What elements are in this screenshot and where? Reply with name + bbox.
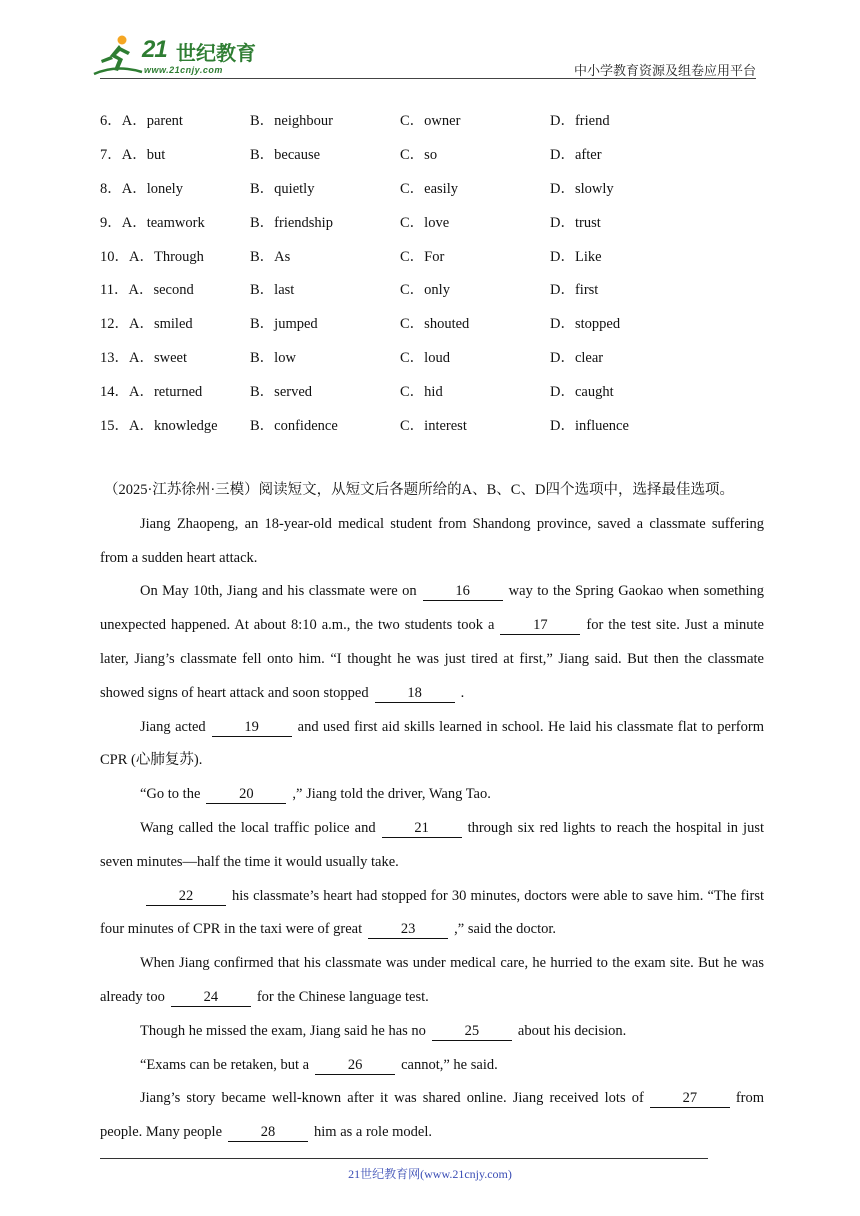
option-row [100,340,770,374]
option-row [100,238,770,272]
paragraph: On May 10th, Jiang and his classmate were on 16 way to the Spring Gaokao when something unexpected happened. At about 8:10 a.m., the two students took a 17 for the test site. Just a minute later, Jiang’s classmate fell onto him. “I thought he was just tired at first,” Jiang said. But then the classmate showed signs of heart attack and soon stopped 18 . [100,583,764,701]
blank-28: 28 [228,1123,308,1142]
option-row [100,306,770,340]
option-d: D．trust [550,214,601,231]
option-a: 12．A．smiled [100,316,193,333]
option-d: D．Like [550,248,602,265]
option-c: C．only [400,282,450,299]
option-row [100,407,770,441]
option-b: B．confidence [250,417,338,434]
option-c: C．interest [400,417,467,434]
option-a: 10．A．Through [100,248,204,265]
footer-divider [100,1158,708,1159]
options-list [100,103,770,441]
option-d: D．clear [550,349,604,366]
option-c: C．easily [400,180,458,197]
option-b: B．low [250,349,296,366]
blank-26: 26 [315,1056,395,1075]
blank-27: 27 [650,1089,730,1108]
option-a: 9．A．teamwork [100,214,205,231]
option-a: 15．A．knowledge [100,417,218,434]
option-row [100,103,770,137]
option-b: B．As [250,248,291,265]
option-a: 11．A．second [100,282,194,299]
paragraph: Though he missed the exam, Jiang said he has no 25 about his decision. [140,1022,627,1039]
blank-20: 20 [206,785,286,804]
option-d: D．first [550,282,599,299]
paragraph: Jiang Zhaopeng, an 18-year-old medical student from Shandong province, saved a classmate suffering from a sudden heart attack. [100,515,764,566]
blank-16: 16 [423,582,503,601]
logo-number: 21 [142,36,167,63]
blank-24: 24 [171,988,251,1007]
paragraph: Jiang’s story became well-known after it was shared online. Jiang received lots of 27 from people. Many people 28 him as a role model. [100,1090,764,1141]
header-tagline: 中小学教育资源及组卷应用平台 [573,63,756,78]
footer-link[interactable]: 21世纪教育网(www.21cnjy.com) [348,1167,512,1181]
blank-19: 19 [212,718,292,737]
option-row [100,373,770,407]
blank-17: 17 [500,616,580,635]
option-b: B．last [250,282,295,299]
option-d: D．friend [550,113,610,130]
option-a: 13．A．sweet [100,349,187,366]
option-row [100,204,770,238]
option-b: B．quietly [250,180,315,197]
paragraph: “Exams can be retaken, but a 26 cannot,” he said. [140,1056,498,1073]
paragraph: Wang called the local traffic police and 21 through six red lights to reach the hospital in just seven minutes—half the time it would usually take. [100,819,764,870]
option-b: B．neighbour [250,113,333,130]
paragraph: 22 his classmate’s heart had stopped for 30 minutes, doctors were able to save him. “The first four minutes of CPR in the taxi were of great 23 ,” said the doctor. [100,887,764,938]
option-a: 7．A．but [100,147,166,164]
option-c: C．loud [400,349,450,366]
option-d: D．stopped [550,316,621,333]
blank-18: 18 [375,684,455,703]
option-d: D．slowly [550,180,614,197]
paragraph: Jiang acted 19 and used first aid skills learned in school. He laid his classmate flat to perform CPR (心肺复苏). [100,718,764,769]
option-b: B．friendship [250,214,333,231]
option-row [100,272,770,306]
option-a: 8．A．lonely [100,180,183,197]
option-a: 6．A．parent [100,113,183,130]
option-c: C．love [400,214,450,231]
option-c: C．so [400,147,438,164]
option-c: C．For [400,248,445,265]
option-c: C．hid [400,383,443,400]
option-d: D．influence [550,417,629,434]
option-b: B．jumped [250,316,318,333]
question-source: （2025·江苏徐州·三模）阅读短文，从短文后各题所给的A、B、C、D四个选项中，选择最佳选项。 [104,482,734,498]
option-c: C．owner [400,113,461,130]
option-d: D．caught [550,383,614,400]
blank-21: 21 [382,819,462,838]
blank-23: 23 [368,920,448,939]
running-man-icon [92,34,144,78]
logo-text: 世纪教育 [176,41,256,65]
reading-passage [100,474,764,1150]
logo-url: www.21cnjy.com [144,65,223,75]
paragraph: “Go to the 20 ,” Jiang told the driver, Wang Tao. [140,786,491,803]
site-logo[interactable] [92,34,262,78]
option-c: C．shouted [400,316,470,333]
paragraph: When Jiang confirmed that his classmate was under medical care, he hurried to the exam site. But he was already too 24 for the Chinese language test. [100,955,764,1005]
option-row [100,137,770,171]
option-b: B．served [250,383,313,400]
option-b: B．because [250,147,321,164]
blank-25: 25 [432,1022,512,1041]
header-divider [100,78,756,79]
option-row [100,171,770,205]
page-header [0,0,860,80]
blank-22: 22 [146,887,226,906]
option-a: 14．A．returned [100,383,203,400]
option-d: D．after [550,147,602,164]
